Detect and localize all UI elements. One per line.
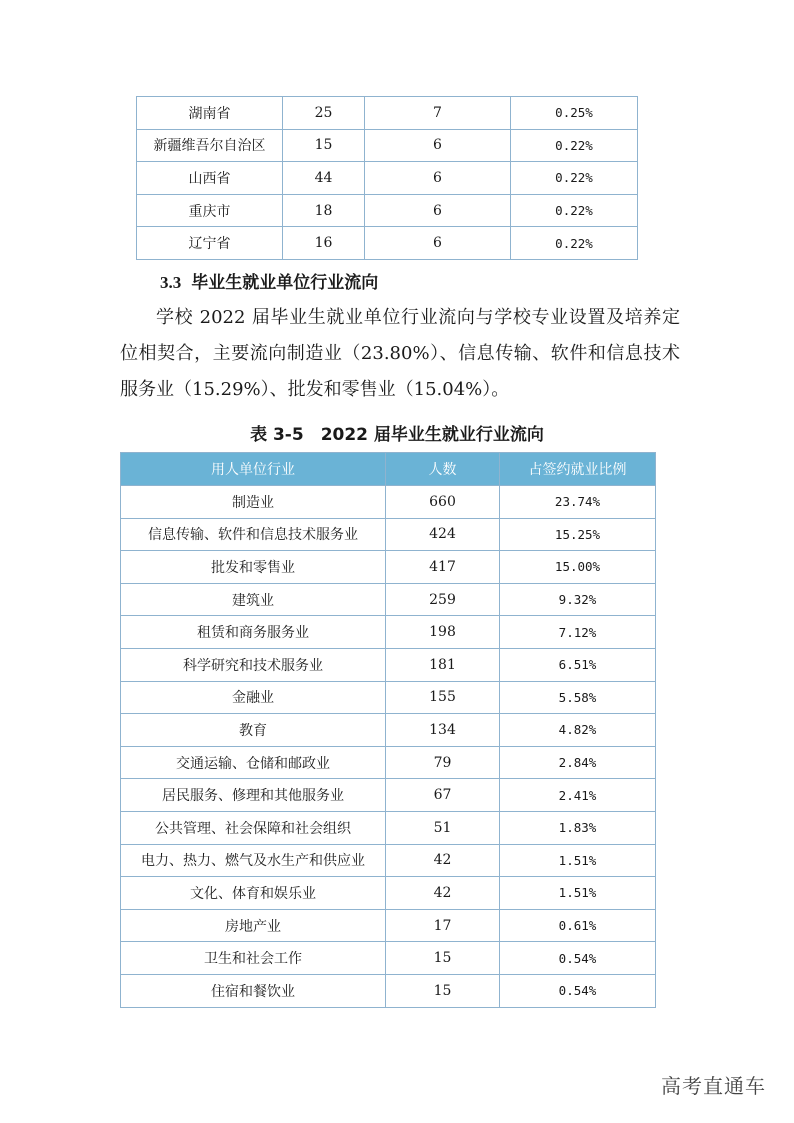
table-row bbox=[121, 616, 656, 649]
industry-pct: 5.58% bbox=[500, 681, 656, 714]
province-count-b: 7 bbox=[365, 97, 511, 130]
industry-name: 居民服务、修理和其他服务业 bbox=[121, 779, 386, 812]
province-count-b: 6 bbox=[365, 129, 511, 162]
industry-count: 134 bbox=[386, 714, 500, 747]
industry-count: 67 bbox=[386, 779, 500, 812]
table-header-row bbox=[121, 453, 656, 486]
industry-name: 科学研究和技术服务业 bbox=[121, 648, 386, 681]
industry-name: 信息传输、软件和信息技术服务业 bbox=[121, 518, 386, 551]
industry-pct: 15.25% bbox=[500, 518, 656, 551]
industry-name: 建筑业 bbox=[121, 583, 386, 616]
table-row bbox=[121, 811, 656, 844]
province-count-a: 15 bbox=[283, 129, 365, 162]
province-count-a: 25 bbox=[283, 97, 365, 130]
province-count-a: 18 bbox=[283, 194, 365, 227]
industry-name: 房地产业 bbox=[121, 909, 386, 942]
section-heading bbox=[160, 268, 378, 293]
industry-count: 42 bbox=[386, 844, 500, 877]
industry-name: 金融业 bbox=[121, 681, 386, 714]
industry-name: 住宿和餐饮业 bbox=[121, 974, 386, 1007]
province-name: 辽宁省 bbox=[137, 227, 283, 260]
province-pct: 0.22% bbox=[511, 162, 638, 195]
province-pct: 0.22% bbox=[511, 129, 638, 162]
industry-count: 51 bbox=[386, 811, 500, 844]
table-row bbox=[121, 681, 656, 714]
industry-count: 15 bbox=[386, 974, 500, 1007]
industry-count: 79 bbox=[386, 746, 500, 779]
industry-count: 660 bbox=[386, 486, 500, 519]
table-caption: 表 3-5 2022 届毕业生就业行业流向 bbox=[250, 425, 544, 445]
industry-count: 155 bbox=[386, 681, 500, 714]
industry-table bbox=[120, 452, 656, 1008]
table-row bbox=[121, 551, 656, 584]
industry-name: 公共管理、社会保障和社会组织 bbox=[121, 811, 386, 844]
province-pct: 0.22% bbox=[511, 194, 638, 227]
section-title: 毕业生就业单位行业流向 bbox=[191, 273, 379, 293]
table-row bbox=[121, 942, 656, 975]
industry-count: 198 bbox=[386, 616, 500, 649]
industry-pct: 9.32% bbox=[500, 583, 656, 616]
table-row bbox=[121, 779, 656, 812]
province-count-b: 6 bbox=[365, 162, 511, 195]
industry-count: 42 bbox=[386, 877, 500, 910]
province-pct: 0.25% bbox=[511, 97, 638, 130]
industry-pct: 2.84% bbox=[500, 746, 656, 779]
industry-name: 电力、热力、燃气及水生产和供应业 bbox=[121, 844, 386, 877]
industry-pct: 7.12% bbox=[500, 616, 656, 649]
industry-count: 181 bbox=[386, 648, 500, 681]
industry-pct: 23.74% bbox=[500, 486, 656, 519]
industry-name: 批发和零售业 bbox=[121, 551, 386, 584]
province-name: 山西省 bbox=[137, 162, 283, 195]
table-row bbox=[121, 877, 656, 910]
province-name: 湖南省 bbox=[137, 97, 283, 130]
watermark: 高考直通车 bbox=[661, 1074, 766, 1098]
province-count-a: 44 bbox=[283, 162, 365, 195]
province-name: 重庆市 bbox=[137, 194, 283, 227]
table-row bbox=[121, 844, 656, 877]
table-row bbox=[137, 97, 638, 130]
table-row bbox=[121, 746, 656, 779]
header-industry: 用人单位行业 bbox=[121, 453, 386, 486]
industry-name: 交通运输、仓储和邮政业 bbox=[121, 746, 386, 779]
header-pct: 占签约就业比例 bbox=[500, 453, 656, 486]
table-row bbox=[137, 227, 638, 260]
industry-pct: 0.54% bbox=[500, 942, 656, 975]
section-paragraph: 学校 2022 届毕业生就业单位行业流向与学校专业设置及培养定位相契合，主要流向制造业（23.80%）、信息传输、软件和信息技术服务业（15.29%）、批发和零售业（15.04%）。 bbox=[120, 307, 680, 400]
industry-count: 424 bbox=[386, 518, 500, 551]
province-count-a: 16 bbox=[283, 227, 365, 260]
industry-name: 制造业 bbox=[121, 486, 386, 519]
industry-name: 文化、体育和娱乐业 bbox=[121, 877, 386, 910]
industry-count: 17 bbox=[386, 909, 500, 942]
industry-pct: 4.82% bbox=[500, 714, 656, 747]
industry-name: 卫生和社会工作 bbox=[121, 942, 386, 975]
section-number: 3.3 bbox=[160, 273, 182, 292]
industry-count: 259 bbox=[386, 583, 500, 616]
table-row bbox=[121, 583, 656, 616]
province-pct: 0.22% bbox=[511, 227, 638, 260]
industry-pct: 0.61% bbox=[500, 909, 656, 942]
table-row bbox=[121, 714, 656, 747]
table-row bbox=[121, 974, 656, 1007]
industry-count: 15 bbox=[386, 942, 500, 975]
table-row bbox=[137, 162, 638, 195]
province-count-b: 6 bbox=[365, 194, 511, 227]
table-row bbox=[121, 909, 656, 942]
industry-pct: 0.54% bbox=[500, 974, 656, 1007]
industry-pct: 6.51% bbox=[500, 648, 656, 681]
industry-pct: 2.41% bbox=[500, 779, 656, 812]
table-row bbox=[121, 486, 656, 519]
table-row bbox=[137, 129, 638, 162]
table-row bbox=[137, 194, 638, 227]
industry-name: 教育 bbox=[121, 714, 386, 747]
industry-name: 租赁和商务服务业 bbox=[121, 616, 386, 649]
header-count: 人数 bbox=[386, 453, 500, 486]
industry-pct: 15.00% bbox=[500, 551, 656, 584]
industry-pct: 1.51% bbox=[500, 877, 656, 910]
industry-pct: 1.83% bbox=[500, 811, 656, 844]
industry-pct: 1.51% bbox=[500, 844, 656, 877]
industry-count: 417 bbox=[386, 551, 500, 584]
province-count-b: 6 bbox=[365, 227, 511, 260]
table-row bbox=[121, 648, 656, 681]
table-row bbox=[121, 518, 656, 551]
province-name: 新疆维吾尔自治区 bbox=[137, 129, 283, 162]
province-table bbox=[136, 96, 638, 260]
